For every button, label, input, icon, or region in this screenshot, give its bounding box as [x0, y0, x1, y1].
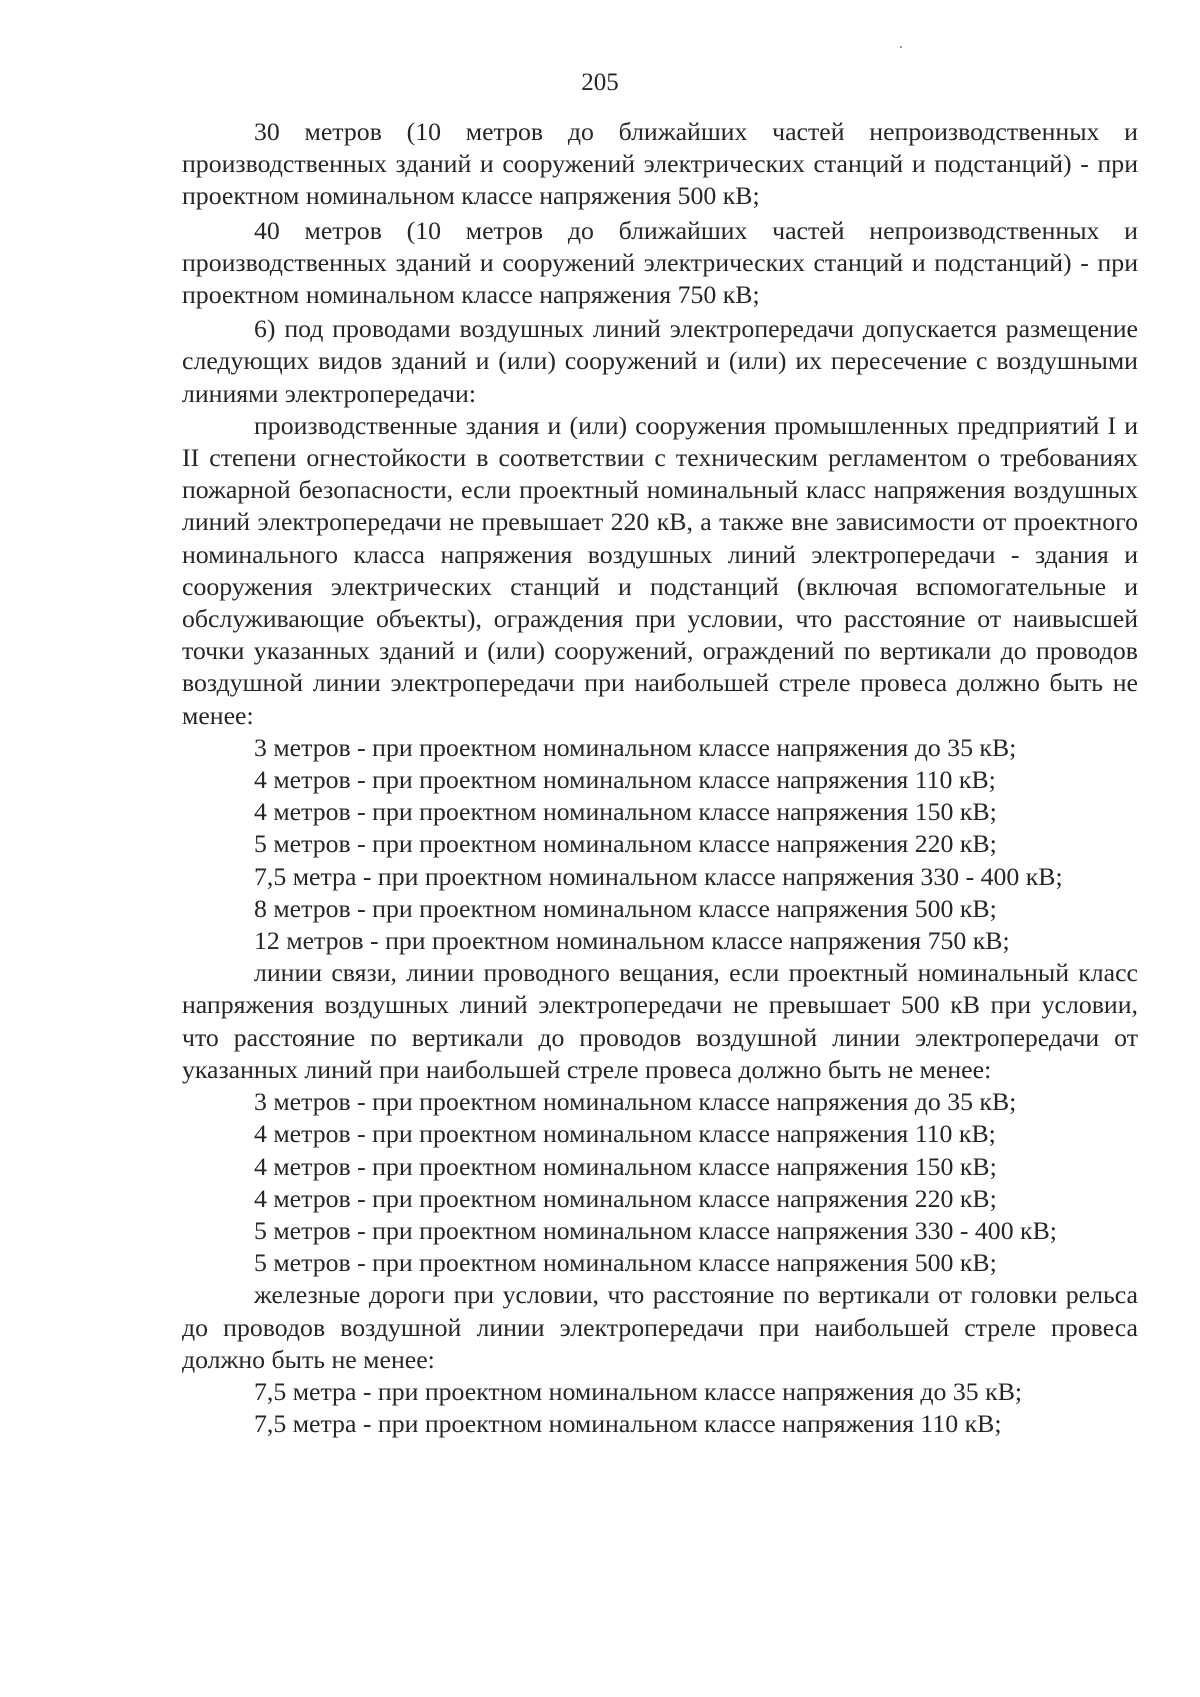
list-item-12: 5 метров - при проектном номинальном классе напряжения 330 - 400 кВ;	[254, 1215, 1057, 1245]
list-item-1: 3 метров - при проектном номинальном классе напряжения до 35 кВ;	[254, 732, 1017, 762]
list-item-14: 7,5 метра - при проектном номинальном классе напряжения до 35 кВ;	[254, 1376, 1023, 1406]
paragraph-3: 6) под проводами воздушных линий электропередачи допускается размещение следующих видов зданий и (или) сооружений и (или) их пересечение с воздушными линиями электропередачи:	[182, 314, 1138, 408]
scan-speck	[900, 46, 902, 48]
list-item-7: 12 метров - при проектном номинальном классе напряжения 750 кВ;	[254, 926, 1010, 956]
document-body	[182, 116, 1138, 1440]
list-item-9: 4 метров - при проектном номинальном классе напряжения 110 кВ;	[254, 1119, 996, 1149]
paragraph-4: производственные здания и (или) сооружения промышленных предприятий I и II степени огнестойкости в соответствии с техническим регламентом о требованиях пожарной безопасности, если проектный номинальный класс напряжения воздушных линий электропередачи не превышает 220 кВ, а также вне зависимости от проектного номинального класса напряжения воздушных линий электропередачи - здания и сооружения электрических станций и подстанций (включая вспомогательные и обслуживающие объекты), ограждения при условии, что расстояние от наивысшей точки указанных зданий и (или) сооружений, ограждений по вертикали до проводов воздушной линии электропередачи при наибольшей стреле провеса должно быть не менее:	[182, 410, 1138, 730]
list-item-13: 5 метров - при проектном номинальном классе напряжения 500 кВ;	[254, 1248, 997, 1278]
list-item-10: 4 метров - при проектном номинальном классе напряжения 150 кВ;	[254, 1151, 997, 1181]
list-item-6: 8 метров - при проектном номинальном классе напряжения 500 кВ;	[254, 893, 997, 923]
list-item-15: 7,5 метра - при проектном номинальном классе напряжения 110 кВ;	[254, 1409, 1002, 1439]
list-item-5: 7,5 метра - при проектном номинальном классе напряжения 330 - 400 кВ;	[254, 861, 1063, 891]
list-item-11: 4 метров - при проектном номинальном классе напряжения 220 кВ;	[254, 1183, 997, 1213]
list-item-2: 4 метров - при проектном номинальном классе напряжения 110 кВ;	[254, 765, 996, 795]
list-item-3: 4 метров - при проектном номинальном классе напряжения 150 кВ;	[254, 797, 997, 827]
paragraph-1: 30 метров (10 метров до ближайших частей непроизводственных и производственных зданий и сооружений электрических станций и подстанций) - при проектном номинальном классе напряжения 500 кВ;	[182, 117, 1138, 211]
page-number: 205	[581, 69, 619, 96]
paragraph-6: железные дороги при условии, что расстояние по вертикали от головки рельса до проводов воздушной линии электропередачи при наибольшей стреле провеса должно быть не менее:	[182, 1280, 1138, 1374]
list-item-4: 5 метров - при проектном номинальном классе напряжения 220 кВ;	[254, 829, 997, 859]
list-item-8: 3 метров - при проектном номинальном классе напряжения до 35 кВ;	[254, 1087, 1017, 1117]
paragraph-5: линии связи, линии проводного вещания, если проектный номинальный класс напряжения воздушных линий электропередачи не превышает 500 кВ при условии, что расстояние по вертикали до проводов воздушной линии электропередачи от указанных линий при наибольшей стреле провеса должно быть не менее:	[182, 958, 1138, 1084]
paragraph-2: 40 метров (10 метров до ближайших частей непроизводственных и производственных зданий и сооружений электрических станций и подстанций) - при проектном номинальном классе напряжения 750 кВ;	[182, 215, 1138, 310]
